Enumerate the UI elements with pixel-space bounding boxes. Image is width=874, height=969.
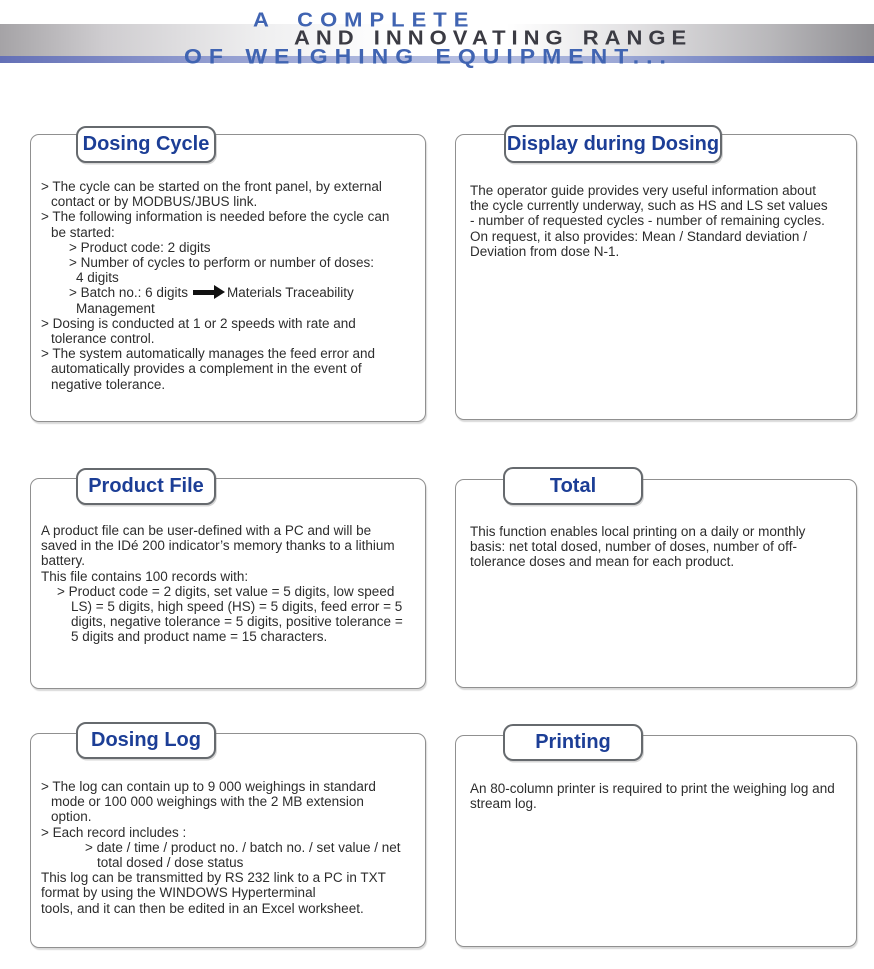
panel-title-tab-dosing-log bbox=[76, 722, 216, 759]
text-line: > The system automatically manages the feed error and bbox=[41, 346, 376, 362]
text-line: the cycle currently underway, such as HS and LS set values bbox=[470, 198, 828, 214]
panel-product-file bbox=[30, 475, 426, 689]
text-line: 5 digits and product name = 15 characters. bbox=[71, 629, 328, 645]
panel-body bbox=[31, 135, 425, 392]
text-line: > Batch no.: 6 digits Materials Traceability bbox=[69, 285, 354, 301]
text-line: option. bbox=[51, 809, 92, 825]
panel-total bbox=[455, 474, 857, 688]
panel-dosing-cycle bbox=[30, 134, 426, 422]
text-line: 4 digits bbox=[76, 270, 119, 286]
text-line: basis: net total dosed, number of doses, number of off- bbox=[470, 539, 797, 555]
panel-title-tab-total bbox=[503, 467, 643, 505]
text-line: This function enables local printing on a daily or monthly bbox=[470, 524, 806, 539]
text-line: The operator guide provides very useful information about bbox=[470, 183, 816, 198]
text-line: An 80-column printer is required to print the weighing log and bbox=[470, 781, 835, 796]
arrow-right-icon bbox=[193, 290, 214, 295]
text-line: contact or by MODBUS/JBUS link. bbox=[51, 194, 258, 210]
text-line: A product file can be user-defined with a PC and will be bbox=[41, 523, 372, 538]
text-line: Management bbox=[76, 300, 155, 316]
text-line: tolerance doses and mean for each product. bbox=[470, 554, 735, 570]
header-line-2: AND INNOVATING RANGE bbox=[294, 26, 693, 50]
text-line: - number of requested cycles - number of remaining cycles. bbox=[470, 213, 825, 229]
text-line: automatically provides a complement in the event of bbox=[51, 361, 362, 377]
text-line: > The log can contain up to 9 000 weighings in standard bbox=[41, 779, 376, 794]
text-line: > Product code = 2 digits, set value = 5 digits, low speed bbox=[57, 583, 395, 599]
panel-body bbox=[31, 734, 425, 916]
text-line: stream log. bbox=[470, 796, 537, 812]
text-line: > Number of cycles to perform or number of doses: bbox=[69, 255, 375, 271]
text-line: tools, and it can then be edited in an Excel worksheet. bbox=[41, 900, 364, 916]
text-line: negative tolerance. bbox=[51, 376, 166, 392]
text-line: > Dosing is conducted at 1 or 2 speeds with rate and bbox=[41, 315, 356, 331]
text-line: > The following information is needed before the cycle can bbox=[41, 209, 390, 225]
panel-title-tab-dosing-cycle bbox=[76, 126, 216, 163]
text-line: This file contains 100 records with: bbox=[41, 568, 249, 584]
text-line: LS) = 5 digits, high speed (HS) = 5 digits, feed error = 5 bbox=[71, 599, 403, 615]
text-line: Deviation from dose N-1. bbox=[470, 243, 620, 259]
panel-title: Display during Dosing bbox=[506, 132, 720, 155]
text-line: > Each record includes : bbox=[41, 824, 187, 840]
panel-title: Printing bbox=[535, 731, 611, 753]
text-line: saved in the IDé 200 indicator’s memory thanks to a lithium bbox=[41, 538, 395, 554]
text-line: > The cycle can be started on the front panel, by external bbox=[41, 179, 382, 194]
panel-title-tab-product-file bbox=[76, 468, 216, 505]
text-line: On request, it also provides: Mean / Standard deviation / bbox=[470, 228, 807, 244]
panel-title: Total bbox=[549, 474, 597, 497]
text-line: > Product code: 2 digits bbox=[69, 239, 211, 255]
header-line-3: OF WEIGHING EQUIPMENT... bbox=[184, 44, 673, 69]
panel-title: Dosing Log bbox=[91, 729, 201, 751]
text-line: digits, negative tolerance = 5 digits, positive tolerance = bbox=[71, 614, 403, 630]
header-line-1: A COMPLETE bbox=[253, 8, 476, 32]
panel-display-during-dosing bbox=[455, 134, 857, 420]
text-line: > date / time / product no. / batch no. / set value / net bbox=[85, 839, 401, 855]
panel-dosing-log bbox=[30, 729, 426, 948]
text-line: total dosed / dose status bbox=[97, 855, 244, 871]
text-line: tolerance control. bbox=[51, 331, 155, 347]
text-line: be started: bbox=[51, 224, 115, 240]
panel-printing bbox=[455, 731, 857, 947]
panel-title: Dosing Cycle bbox=[82, 133, 210, 155]
text-line: mode or 100 000 weighings with the 2 MB extension bbox=[51, 794, 364, 810]
text-line: battery. bbox=[41, 553, 86, 569]
panel-title-tab-printing bbox=[503, 724, 643, 761]
text-line: format by using the WINDOWS Hyperterminal bbox=[41, 885, 316, 901]
text-line: This log can be transmitted by RS 232 link to a PC in TXT bbox=[41, 870, 386, 886]
panel-title-tab-display-during-dosing bbox=[504, 125, 722, 163]
panel-title: Product File bbox=[88, 475, 204, 497]
